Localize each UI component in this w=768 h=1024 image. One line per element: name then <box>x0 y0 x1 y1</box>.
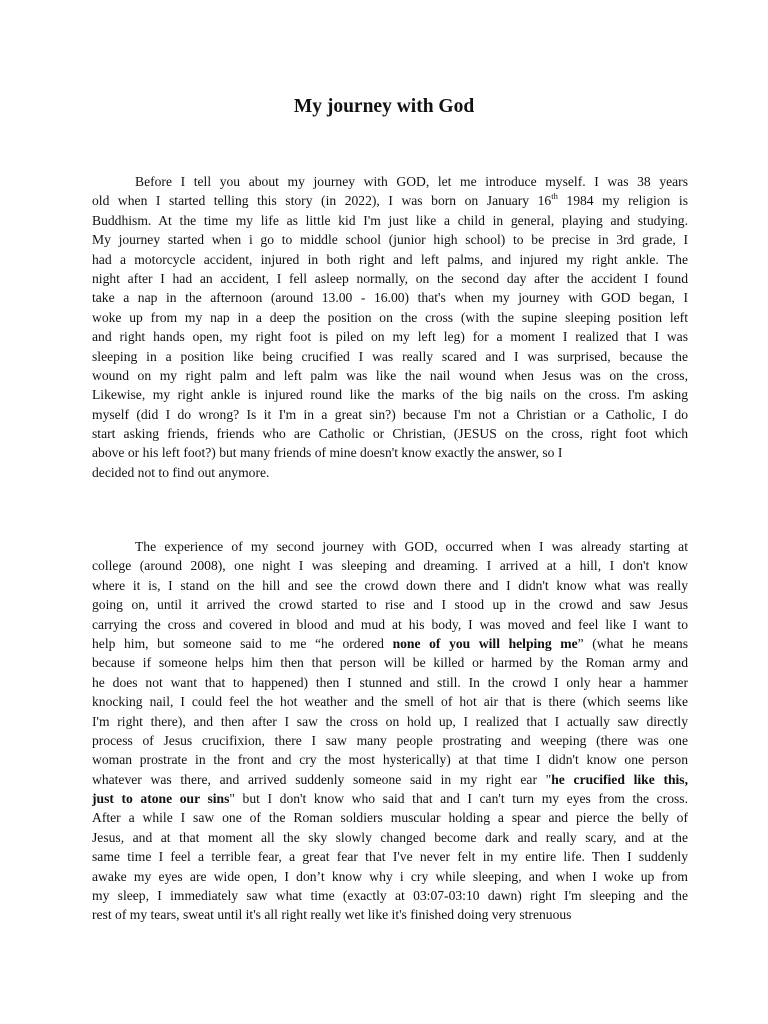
text-line: Jesus, and at that moment all the sky slowly changed become dark and really scary, and at the <box>92 829 688 845</box>
text-line: and right hands open, my right foot is piled on my left leg) for a moment I realized that I was <box>92 329 688 345</box>
text-line: college (around 2008), one night I was sleeping and dreaming. I arrived at a hill, I don't know <box>92 558 688 574</box>
text-line <box>92 634 688 653</box>
text-line-part: old when I started telling this story (in 2022), I was born on January 16 <box>92 193 552 209</box>
text-line-part: 1984 my religion is <box>557 193 688 209</box>
text-line: wound on my right palm and left palm was like the nail wound when Jesus was on the cross, <box>92 367 688 383</box>
text-line: my sleep, I immediately saw what time (exactly at 03:07-03:10 dawn) right I'm sleeping and the <box>92 888 688 904</box>
text-line: knocking nail, I could feel the hot weather and the smell of hot air that is there (which seems like <box>92 694 688 710</box>
text-line: After a while I saw one of the Roman soldiers muscular holding a spear and pierce the belly of <box>92 810 688 826</box>
text-line: he does not want that to happened) then I stunned and still. In the crowd I only hear a hammer <box>92 674 688 690</box>
text-line-part: ” (what he means <box>577 635 688 651</box>
text-line: going on, until it arrived the crowd started to rise and I stood up in the crowd and saw Jesus <box>92 597 688 613</box>
paragraph-1 <box>92 172 688 482</box>
text-line: carrying the cross and covered in blood and mud at his body, I was moved and feel like I want to <box>92 616 688 632</box>
text-line: because if someone helps him then that person will be killed or harmed by the Roman army and <box>92 655 688 671</box>
text-line: start asking friends, friends who are Catholic or Christian, (JESUS on the cross, right foot which <box>92 426 688 442</box>
text-line: I'm right there), and then after I saw the cross on hold up, I realized that I actually saw directly <box>92 713 688 729</box>
text-line: rest of my tears, sweat until it's all right really wet like it's finished doing very strenuous <box>92 907 572 923</box>
text-line: had a motorcycle accident, injured in both right and left palms, and injured my right ankle. The <box>92 251 688 267</box>
text-line-part: " but I don't know who said that and I can't turn my eyes from the cross. <box>229 791 688 807</box>
text-line <box>92 789 688 808</box>
text-line: The experience of my second journey with GOD, occurred when I was already starting at <box>135 539 688 554</box>
text-line: where it is, I stand on the hill and see the crowd down there and I didn't know what was really <box>92 577 688 593</box>
text-line: woman prostrate in the front and cry the most hysterically) at that time I didn't know one person <box>92 752 688 768</box>
text-line <box>92 191 688 210</box>
text-line <box>92 770 688 789</box>
text-line-part: whatever was there, and arrived suddenly someone said in my right ear " <box>92 771 552 787</box>
bold-quote: none of you will helping me <box>392 635 578 651</box>
bold-quote: just to atone our sins <box>92 791 230 807</box>
text-line: decided not to find out anymore. <box>92 464 270 480</box>
document-title: My journey with God <box>293 96 475 117</box>
text-line: My journey started when i go to middle school (junior high school) to be precise in 3rd grade, I <box>92 232 688 248</box>
text-line: Buddhism. At the time my life as little kid I'm just like a child in general, playing and studying. <box>92 212 688 228</box>
text-line: Before I tell you about my journey with GOD, let me introduce myself. I was 38 years <box>135 174 688 189</box>
bold-quote: he crucified like this, <box>551 771 688 787</box>
text-line-part: help him, but someone said to me “he ordered <box>92 635 393 651</box>
text-line: Likewise, my right ankle is injured round like the marks of the big nails on the cross. I'm asking <box>92 387 688 403</box>
ordinal-suffix: th <box>551 190 558 201</box>
text-line: take a nap in the afternoon (around 13.00 - 16.00) that's when my journey with GOD began, I <box>92 290 688 306</box>
paragraph-2 <box>92 537 688 925</box>
text-line: sleeping in a position like being crucified I was really scared and I was surprised, because the <box>92 348 688 364</box>
text-line: woke up from my nap in a deep the position on the cross (with the supine sleeping position left <box>92 309 688 325</box>
text-line: same time I feel a terrible fear, a great fear that I've never felt in my entire life. Then I suddenly <box>92 849 688 865</box>
text-line: awake my eyes are wide open, I don’t know why i cry while sleeping, and when I woke up from <box>92 868 688 884</box>
text-line: myself (did I do wrong? Is it I'm in a great sin?) because I'm not a Christian or a Catholic, I do <box>92 406 688 422</box>
text-line: night after I had an accident, I fell asleep normally, on the second day after the accident I found <box>92 270 688 286</box>
text-line: above or his left foot?) but many friends of mine doesn't know exactly the answer, so I <box>92 445 563 461</box>
text-line: process of Jesus crucifixion, there I saw many people prostrating and weeping (there was one <box>92 732 688 748</box>
